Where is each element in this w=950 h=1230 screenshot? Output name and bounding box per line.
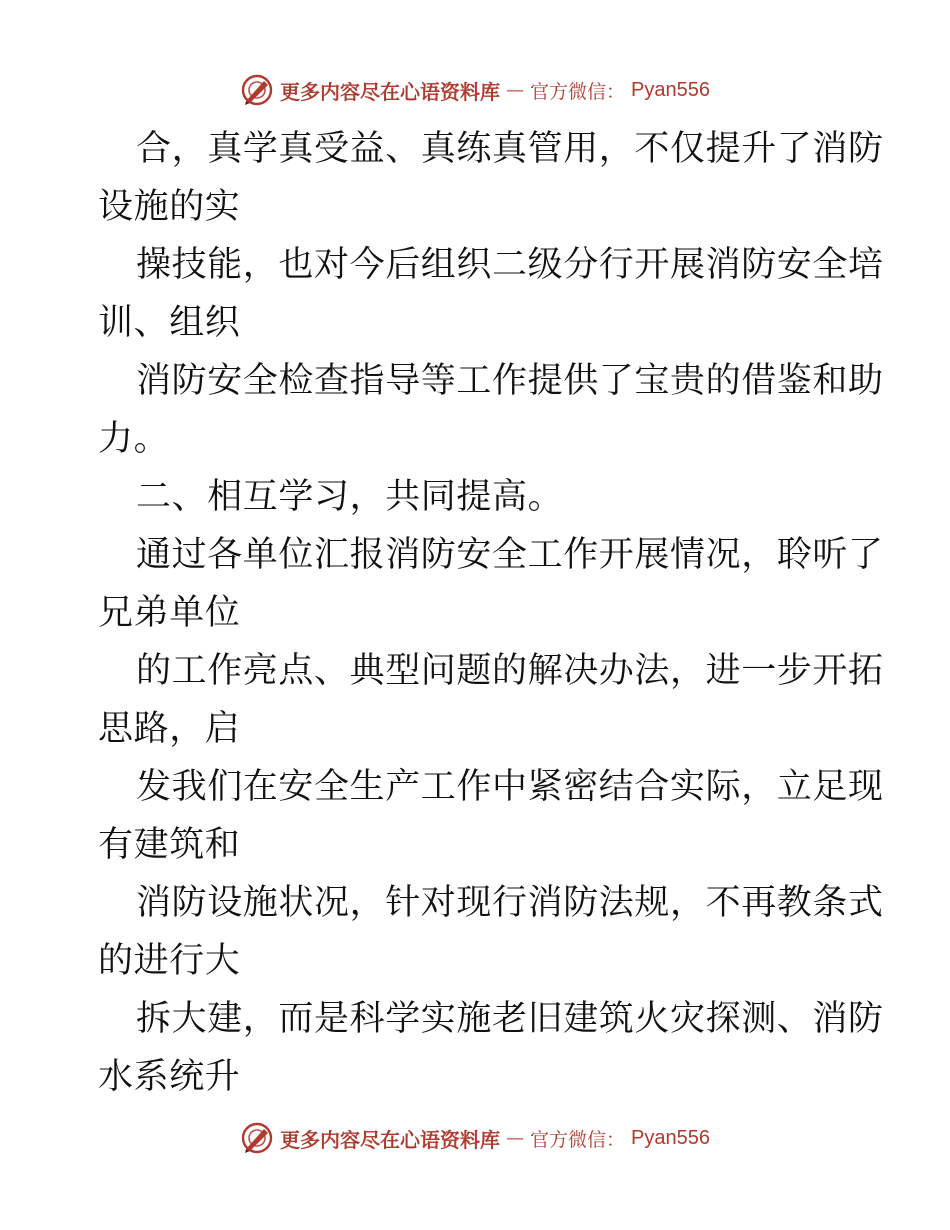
body-line: 兄弟单位 — [98, 593, 241, 633]
footer-brand-text: 更多内容尽在心语资料库 — [280, 1127, 500, 1152]
body-line: 有建筑和 — [98, 825, 241, 865]
header-wechat-id: Pyan556 — [631, 78, 710, 101]
body-line: 训、组织 — [98, 303, 241, 343]
body-line: 拆大建，而是科学实施老旧建筑火灾探测、消防 — [136, 999, 884, 1039]
body-line: 水系统升 — [98, 1057, 241, 1097]
body-line: 发我们在安全生产工作中紧密结合实际，立足现 — [136, 767, 884, 807]
body-line: 的进行大 — [98, 941, 241, 981]
body-line: 操技能，也对今后组织二级分行开展消防安全培 — [136, 245, 884, 285]
section-heading: 二、相互学习，共同提高。 — [136, 477, 564, 517]
header-wechat-label: 官方微信： — [530, 80, 626, 103]
header-brand-text: 更多内容尽在心语资料库 — [280, 79, 500, 104]
body-line: 消防安全检查指导等工作提供了宝贵的借鉴和助 — [136, 361, 884, 401]
body-line: 力。 — [98, 419, 170, 459]
footer-wechat-label: 官方微信： — [530, 1128, 626, 1151]
pen-logo-icon — [240, 73, 274, 107]
footer-wechat-id: Pyan556 — [631, 1126, 710, 1149]
body-line: 消防设施状况，针对现行消防法规，不再教条式 — [136, 883, 884, 923]
body-line: 通过各单位汇报消防安全工作开展情况，聆听了 — [136, 535, 884, 575]
footer-dash: — — [506, 1127, 524, 1149]
body-line: 设施的实 — [98, 187, 241, 227]
body-line: 的工作亮点、典型问题的解决办法，进一步开拓 — [136, 651, 884, 691]
header-dash: — — [506, 79, 524, 101]
header-banner — [0, 70, 950, 110]
body-line: 合，真学真受益、真练真管用，不仅提升了消防 — [136, 129, 884, 169]
body-line: 思路，启 — [98, 709, 241, 749]
footer-banner — [0, 1118, 950, 1158]
pen-logo-icon — [240, 1121, 274, 1155]
